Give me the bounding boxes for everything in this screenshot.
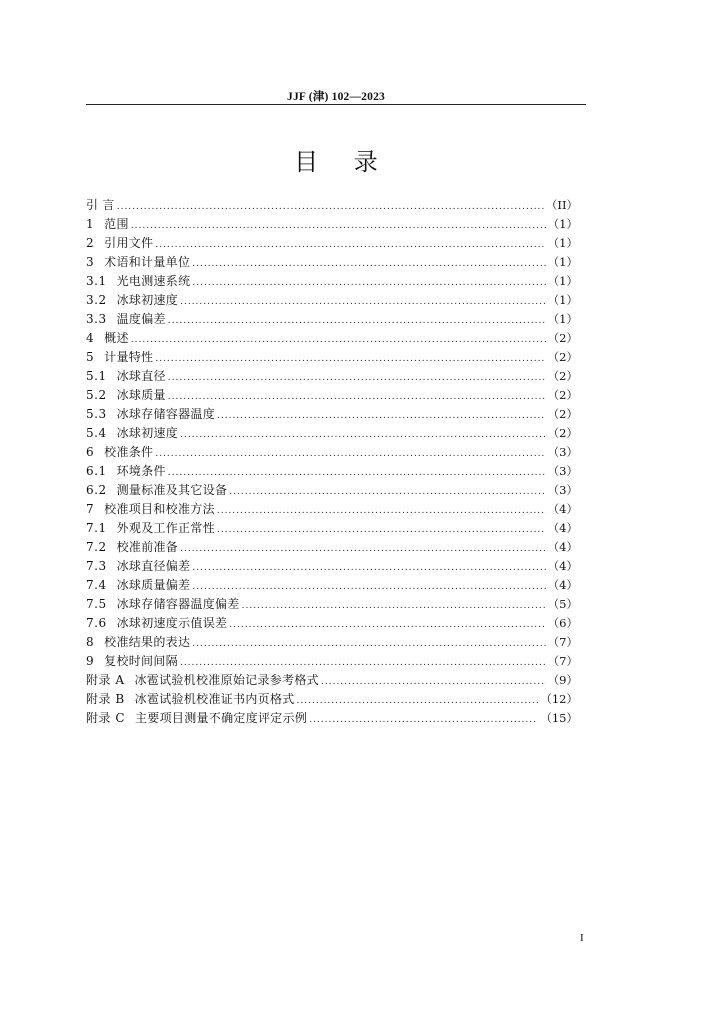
document-code-header: JJF (津) 102—2023 <box>287 91 385 103</box>
toc-entry-page: （2） <box>547 350 578 364</box>
toc-entry-7-5[interactable] <box>86 595 578 614</box>
toc-entry-3-2[interactable] <box>86 291 578 310</box>
toc-dot-leader <box>242 597 546 616</box>
toc-entry-label: 冰雹试验机校准证书内页格式 <box>134 692 295 706</box>
toc-entry-7-1[interactable] <box>86 519 578 538</box>
toc-dot-leader <box>117 198 544 217</box>
toc-entry-number: 7.5 <box>86 597 107 611</box>
toc-entry-number: 3.2 <box>86 293 107 307</box>
toc-entry-label: 校准前准备 <box>116 540 179 554</box>
toc-entry-number: 5 <box>86 350 95 364</box>
toc-entry-5[interactable] <box>86 348 578 367</box>
toc-entry-6[interactable] <box>86 443 578 462</box>
toc-entry-number: 7.1 <box>86 521 107 535</box>
toc-entry-appendix-c[interactable] <box>86 709 578 728</box>
page-number: I <box>580 932 584 944</box>
toc-entry-label: 校准条件 <box>104 445 154 459</box>
toc-entry-label: 冰球质量 <box>116 388 166 402</box>
toc-entry-page: （1） <box>547 274 578 288</box>
toc-entry-number: 1 <box>86 217 95 231</box>
toc-entry-label: 冰雹试验机校准原始记录参考格式 <box>134 673 319 687</box>
toc-entry-number: 附录 C <box>86 711 125 725</box>
toc-entry-number: 附录 B <box>86 692 125 706</box>
toc-dot-leader <box>229 483 545 502</box>
toc-entry-number: 7 <box>86 502 95 516</box>
toc-dot-leader <box>229 616 545 635</box>
toc-entry-label: 术语和计量单位 <box>104 255 191 269</box>
toc-dot-leader <box>155 350 545 369</box>
toc-entry-number: 9 <box>86 654 95 668</box>
toc-title: 目 录 <box>294 148 392 176</box>
toc-entry-page: （2） <box>547 407 578 421</box>
toc-entry-number: 5.1 <box>86 369 107 383</box>
toc-entry-page: （2） <box>547 331 578 345</box>
toc-entry-3-3[interactable] <box>86 310 578 329</box>
toc-entry-number: 5.2 <box>86 388 107 402</box>
toc-entry-label: 校准项目和校准方法 <box>104 502 215 516</box>
toc-dot-leader <box>155 236 545 255</box>
toc-entry-number: 7.2 <box>86 540 107 554</box>
toc-entry-label: 冰球直径 <box>116 369 166 383</box>
toc-dot-leader <box>131 217 546 236</box>
toc-entry-number: 6.1 <box>86 464 107 478</box>
toc-entry-label: 概述 <box>104 331 129 345</box>
toc-dot-leader <box>131 331 546 350</box>
toc-dot-leader <box>180 540 546 559</box>
toc-entry-6-1[interactable] <box>86 462 578 481</box>
toc-entry-page: （1） <box>547 236 578 250</box>
toc-entry-label: 主要项目测量不确定度评定示例 <box>135 711 308 725</box>
toc-entry-8[interactable] <box>86 633 578 652</box>
toc-entry-5-4[interactable] <box>86 424 578 443</box>
toc-entry-number: 5.4 <box>86 426 107 440</box>
toc-entry-label: 引用文件 <box>104 236 154 250</box>
toc-entry-label: 测量标准及其它设备 <box>116 483 228 497</box>
toc-dot-leader <box>192 578 545 597</box>
toc-entry-page: （4） <box>547 521 578 535</box>
toc-dot-leader <box>192 274 545 293</box>
toc-entry-label: 计量特性 <box>104 350 154 364</box>
toc-entry-2[interactable] <box>86 234 578 253</box>
toc-entry-7-6[interactable] <box>86 614 578 633</box>
toc-entry-page: （1） <box>547 255 578 269</box>
toc-entry-page: （II） <box>545 198 578 212</box>
toc-entry-page: （3） <box>547 464 578 478</box>
toc-entry-page: （1） <box>547 312 578 326</box>
toc-entry-label: 引 言 <box>86 198 115 212</box>
toc-entry-9[interactable] <box>86 652 578 671</box>
toc-entry-page: （2） <box>547 369 578 383</box>
toc-dot-leader <box>217 407 546 426</box>
toc-entry-appendix-a[interactable] <box>86 671 578 690</box>
toc-entry-page: （4） <box>547 559 578 573</box>
toc-entry-page: （9） <box>547 673 578 687</box>
toc-entry-label: 冰球初速度 <box>116 426 179 440</box>
toc-dot-leader <box>297 692 539 711</box>
toc-entry-5-2[interactable] <box>86 386 578 405</box>
toc-entry-7[interactable] <box>86 500 578 519</box>
toc-entry-page: （4） <box>547 578 578 592</box>
toc-entry-number: 7.3 <box>86 559 107 573</box>
toc-entry-6-2[interactable] <box>86 481 578 500</box>
toc-entry-number: 4 <box>86 331 95 345</box>
table-of-contents <box>86 196 578 728</box>
toc-entry-page: （1） <box>547 217 578 231</box>
toc-entry-number: 附录 A <box>86 673 125 687</box>
toc-entry-7-2[interactable] <box>86 538 578 557</box>
toc-dot-leader <box>155 445 545 464</box>
toc-dot-leader <box>192 635 545 654</box>
toc-entry-page: （3） <box>547 483 578 497</box>
toc-entry-label: 冰球质量偏差 <box>116 578 191 592</box>
toc-entry-appendix-b[interactable] <box>86 690 578 709</box>
toc-entry-label: 光电测速系统 <box>116 274 191 288</box>
toc-entry-number: 5.3 <box>86 407 107 421</box>
toc-entry-1[interactable] <box>86 215 578 234</box>
toc-entry-number: 2 <box>86 236 95 250</box>
toc-entry-label: 复校时间间隔 <box>104 654 178 668</box>
toc-entry-4[interactable] <box>86 329 578 348</box>
toc-entry-page: （12） <box>540 692 578 706</box>
toc-entry-label: 外观及工作正常性 <box>116 521 215 535</box>
toc-entry-page: （2） <box>547 426 578 440</box>
toc-dot-leader <box>180 293 546 312</box>
toc-dot-leader <box>168 388 546 407</box>
toc-dot-leader <box>168 369 546 388</box>
toc-dot-leader <box>192 255 545 274</box>
toc-entry-page: （2） <box>547 388 578 402</box>
toc-dot-leader <box>192 559 545 578</box>
toc-entry-page: （3） <box>547 445 578 459</box>
toc-entry-number: 3.3 <box>86 312 107 326</box>
toc-entry-label: 校准结果的表达 <box>104 635 191 649</box>
toc-entry-label: 冰球初速度 <box>116 293 179 307</box>
toc-entry-7-4[interactable] <box>86 576 578 595</box>
toc-entry-5-3[interactable] <box>86 405 578 424</box>
toc-dot-leader <box>321 673 546 692</box>
toc-entry-intro[interactable] <box>86 196 578 215</box>
toc-entry-label: 温度偏差 <box>116 312 166 326</box>
toc-entry-3-1[interactable] <box>86 272 578 291</box>
toc-entry-number: 6.2 <box>86 483 107 497</box>
toc-dot-leader <box>309 711 538 730</box>
toc-entry-page: （1） <box>547 293 578 307</box>
toc-entry-label: 冰球直径偏差 <box>116 559 191 573</box>
toc-entry-label: 冰球存储容器温度偏差 <box>116 597 240 611</box>
toc-entry-number: 8 <box>86 635 95 649</box>
toc-entry-7-3[interactable] <box>86 557 578 576</box>
toc-entry-number: 7.4 <box>86 578 107 592</box>
toc-entry-page: （5） <box>547 597 578 611</box>
header-rule <box>86 104 586 105</box>
toc-entry-page: （15） <box>540 711 578 725</box>
toc-entry-page: （6） <box>547 616 578 630</box>
toc-entry-5-1[interactable] <box>86 367 578 386</box>
toc-dot-leader <box>180 426 546 445</box>
toc-entry-number: 3.1 <box>86 274 107 288</box>
toc-entry-label: 冰球初速度示值误差 <box>116 616 228 630</box>
toc-dot-leader <box>168 312 546 331</box>
toc-dot-leader <box>217 521 546 540</box>
toc-entry-label: 范围 <box>104 217 129 231</box>
toc-entry-number: 6 <box>86 445 95 459</box>
toc-entry-number: 3 <box>86 255 95 269</box>
toc-entry-label: 环境条件 <box>116 464 166 478</box>
toc-entry-page: （4） <box>547 502 578 516</box>
toc-dot-leader <box>217 502 546 521</box>
toc-entry-3[interactable] <box>86 253 578 272</box>
toc-entry-label: 冰球存储容器温度 <box>116 407 215 421</box>
toc-entry-number: 7.6 <box>86 616 107 630</box>
toc-entry-page: （7） <box>547 654 578 668</box>
toc-entry-page: （4） <box>547 540 578 554</box>
toc-entry-page: （7） <box>547 635 578 649</box>
